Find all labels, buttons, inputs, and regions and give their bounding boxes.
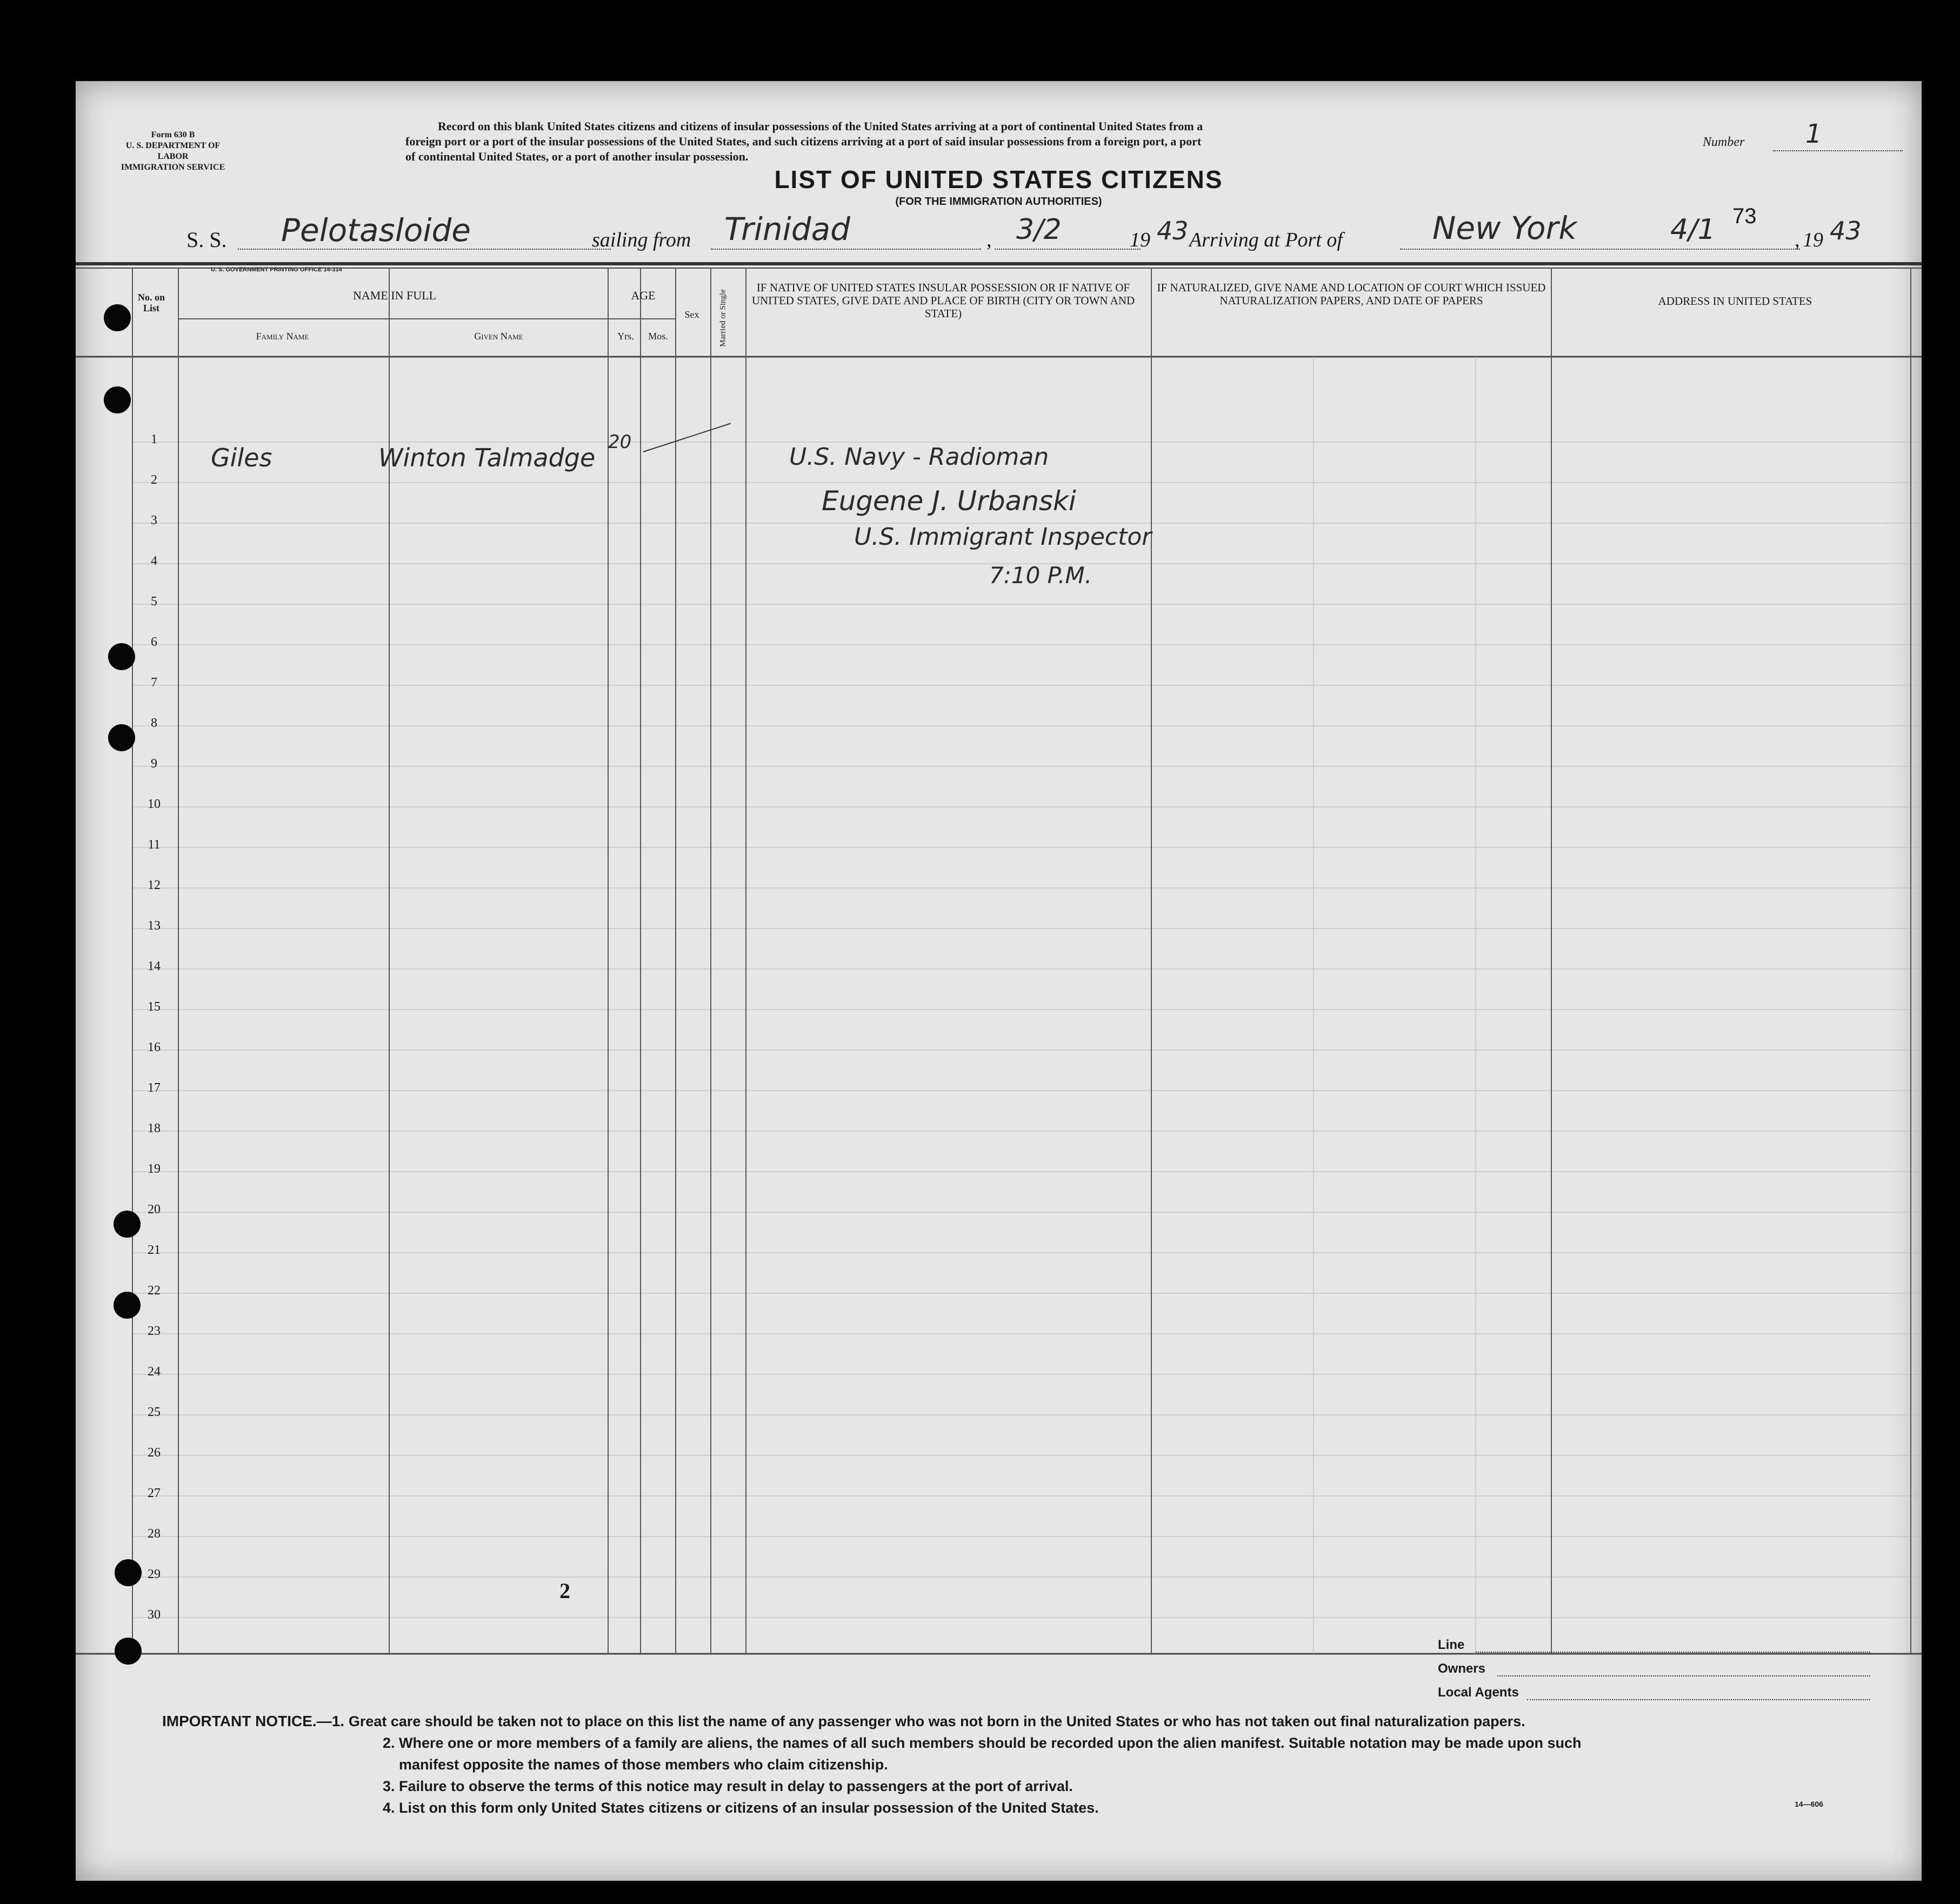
row-number: 20 (148, 1202, 161, 1217)
col-sex: Sex (684, 309, 699, 320)
row-number: 14 (148, 959, 161, 973)
col-no: No. on List (137, 292, 165, 313)
col-address: ADDRESS IN UNITED STATES (1658, 295, 1812, 308)
page-title: LIST OF UNITED STATES CITIZENS (774, 165, 1223, 193)
arrival-extra: 73 (1732, 204, 1757, 228)
line-rule (1476, 1652, 1870, 1653)
arrival-port: New York (1432, 210, 1577, 246)
entry-note-1: U.S. Navy - Radioman (789, 443, 1049, 471)
line-label: Line (1438, 1638, 1465, 1652)
ss-label: S. S. (186, 228, 227, 252)
row-number: 25 (148, 1405, 161, 1419)
owners-rule (1497, 1675, 1870, 1676)
row-number: 26 (148, 1446, 161, 1460)
page-mark: 2 (559, 1579, 570, 1603)
row-number: 11 (148, 838, 161, 852)
punch-hole (115, 1638, 142, 1665)
entry-age-yrs: 20 (608, 431, 632, 453)
voyage-line (76, 204, 1922, 259)
depart-year: 43 (1157, 216, 1189, 245)
punch-hole (104, 304, 131, 331)
col-native: IF NATIVE OF UNITED STATES INSULAR POSSESSION OR IF NATIVE OF UNITED STATES, GIVE DATE AND PLACE OF BIRTH (CITY OR TOWN AND STATE) (751, 281, 1135, 320)
agents-label: Local Agents (1438, 1685, 1519, 1700)
row-number: 24 (148, 1365, 161, 1379)
col-name-in-full: NAME IN FULL (353, 289, 436, 302)
col-yrs: Yrs. (617, 331, 634, 342)
punch-hole (115, 1559, 142, 1586)
notice-3: 3. Failure to observe the terms of this notice may result in delay to passengers at the port of arrival. (383, 1778, 1073, 1794)
entry-given-name: Winton Talmadge (378, 443, 596, 472)
row-number: 3 (151, 513, 157, 527)
entry-signature: Eugene J. Urbanski (822, 485, 1076, 517)
service: IMMIGRATION SERVICE (121, 163, 225, 172)
ship-rule (238, 249, 611, 250)
table-rules (76, 259, 1922, 1719)
row-number: 16 (148, 1040, 161, 1054)
manifest-sheet (76, 81, 1922, 1881)
record-line-1: Record on this blank United States citizens and citizens of insular possessions of the United States arriving at a port of continental United States from a (438, 119, 1203, 133)
manifest-table (76, 259, 1922, 1719)
record-line-2: foreign port or a port of the insular possessions of the United States, and such citizens arriving at a port of said insular possessions from a foreign port, a port (405, 135, 1202, 148)
record-instructions (405, 119, 1692, 164)
row-number: 13 (148, 919, 161, 933)
row-number: 4 (151, 554, 157, 568)
from-rule (711, 249, 981, 250)
punch-hole (114, 1292, 141, 1319)
row-number: 30 (148, 1608, 161, 1622)
footer-fields (1438, 1638, 1870, 1713)
punch-hole (108, 643, 135, 670)
notice-1: Great care should be taken not to place on this list the name of any passenger who was not born in the United States or who has not taken out final naturalization papers. (348, 1713, 1525, 1729)
col-family-name: Family Name (256, 331, 309, 342)
agents-rule (1527, 1699, 1870, 1700)
entry-note-3: 7:10 P.M. (989, 562, 1092, 589)
sailing-label: sailing from (592, 229, 691, 251)
row-number: 9 (151, 757, 157, 771)
row-number: 8 (151, 716, 157, 730)
owners-label: Owners (1438, 1661, 1486, 1676)
department: U. S. DEPARTMENT OF LABOR (125, 141, 221, 161)
arrival-date: 4/1 (1670, 213, 1716, 246)
punch-hole (108, 724, 135, 751)
comma-2: , (1795, 229, 1800, 251)
row-number: 17 (148, 1081, 161, 1095)
notice-1-line (162, 1711, 1919, 1732)
entry-note-2: U.S. Immigrant Inspector (854, 523, 1152, 551)
row-number: 22 (148, 1284, 161, 1298)
row-number: 15 (148, 1000, 161, 1014)
col-given-name: Given Name (474, 331, 523, 342)
date-rule (995, 249, 1141, 250)
row-number: 28 (148, 1527, 161, 1541)
row-number: 27 (148, 1486, 161, 1500)
number-rule (1773, 150, 1903, 151)
number-field (1703, 119, 1903, 157)
page-subtitle: (FOR THE IMMIGRATION AUTHORITIES) (895, 196, 1102, 208)
row-number: 7 (151, 676, 157, 690)
punch-hole (114, 1211, 141, 1238)
notice-2b: manifest opposite the names of those members who claim citizenship. (399, 1756, 888, 1773)
row-number: 1 (151, 432, 157, 446)
col-mos: Mos. (648, 331, 668, 342)
col-married: Married or Single (718, 289, 728, 347)
number-label: Number (1703, 135, 1745, 149)
row-number: 29 (148, 1567, 161, 1581)
form-code: 14—606 (1795, 1800, 1823, 1808)
from-port: Trinidad (724, 211, 850, 248)
notice-heading: IMPORTANT NOTICE.—1. (162, 1713, 345, 1729)
row-number: 19 (148, 1162, 161, 1176)
col-naturalized: IF NATURALIZED, GIVE NAME AND LOCATION OF COURT WHICH ISSUED NATURALIZATION PAPERS, AND DATE OF PAPERS (1157, 281, 1546, 307)
depart-date: 3/2 (1016, 213, 1062, 246)
row-number: 12 (148, 878, 161, 892)
printer-mark: U. S. GOVERNMENT PRINTING OFFICE 14-314 (211, 266, 342, 273)
row-number: 21 (148, 1243, 161, 1257)
form-number: Form 630 B (151, 130, 195, 139)
arrival-rule (1400, 249, 1800, 250)
row-number: 6 (151, 635, 157, 649)
notice-4: 4. List on this form only United States citizens or citizens of an insular possession of the United States. (383, 1800, 1099, 1816)
row-number: 23 (148, 1324, 161, 1338)
arrival-year: 43 (1830, 216, 1862, 245)
record-line-3: of continental United States, or a port of another insular possession. (405, 150, 749, 163)
entry-family-name: Giles (211, 443, 272, 472)
depart-year-prefix: 19 (1130, 229, 1150, 251)
comma-1: , (986, 229, 992, 251)
important-notice (162, 1711, 1919, 1819)
row-number: 2 (151, 473, 157, 487)
number-value: 1 (1805, 119, 1822, 149)
arriving-label: Arriving at Port of (1189, 229, 1343, 251)
row-number: 5 (151, 594, 157, 609)
arrival-year-prefix: 19 (1803, 229, 1823, 251)
col-age: AGE (631, 289, 656, 302)
punch-hole (104, 386, 131, 413)
ship-name: Pelotasloide (281, 212, 471, 249)
row-number: 18 (148, 1121, 161, 1135)
row-number: 10 (148, 797, 161, 811)
notice-2a: 2. Where one or more members of a family are aliens, the names of all such members should be recorded upon the alien manifest. Suitable notation may be made upon such (383, 1735, 1582, 1751)
